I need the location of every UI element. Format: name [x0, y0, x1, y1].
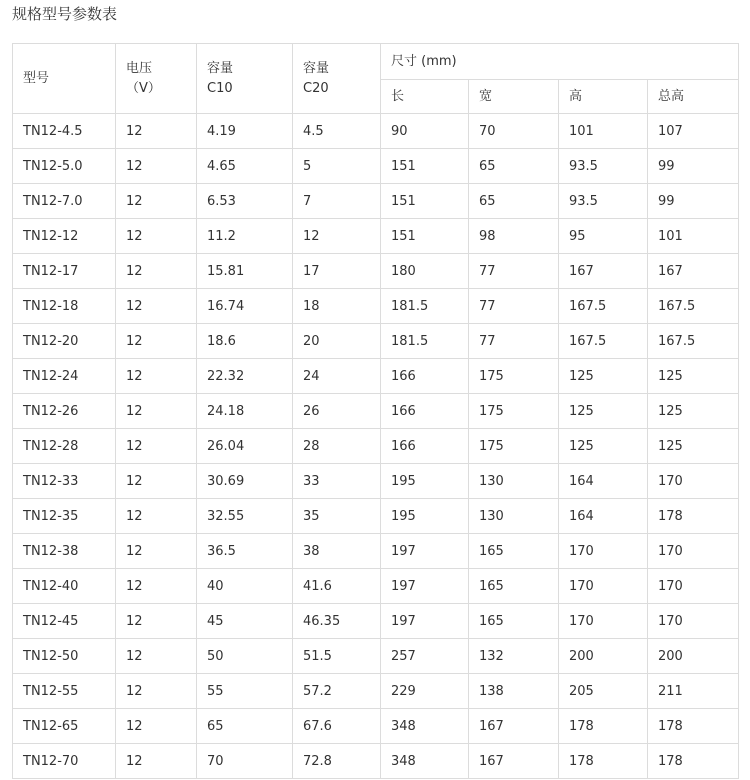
- cell-capacity-c10: 40: [197, 569, 293, 604]
- cell-height: 170: [559, 604, 648, 639]
- cell-capacity-c10: 22.32: [197, 359, 293, 394]
- cell-width: 132: [469, 639, 559, 674]
- cell-model: TN12-45: [13, 604, 116, 639]
- cell-model: TN12-24: [13, 359, 116, 394]
- cell-model: TN12-7.0: [13, 184, 116, 219]
- cell-height: 125: [559, 429, 648, 464]
- table-row: [13, 289, 739, 324]
- cell-capacity-c10: 50: [197, 639, 293, 674]
- cell-capacity-c10: 11.2: [197, 219, 293, 254]
- cell-capacity-c20: 28: [293, 429, 381, 464]
- table-row: [13, 184, 739, 219]
- header-length: 长: [381, 80, 469, 114]
- cell-width: 175: [469, 394, 559, 429]
- cell-height: 167: [559, 254, 648, 289]
- cell-width: 77: [469, 324, 559, 359]
- cell-width: 165: [469, 604, 559, 639]
- cell-height: 95: [559, 219, 648, 254]
- cell-voltage: 12: [116, 219, 197, 254]
- cell-height: 167.5: [559, 289, 648, 324]
- cell-total-height: 107: [648, 114, 739, 149]
- cell-length: 181.5: [381, 289, 469, 324]
- cell-width: 138: [469, 674, 559, 709]
- table-row: [13, 149, 739, 184]
- cell-capacity-c10: 30.69: [197, 464, 293, 499]
- table-row: [13, 639, 739, 674]
- cell-total-height: 125: [648, 394, 739, 429]
- header-capacity-c10: [197, 44, 293, 114]
- cell-voltage: 12: [116, 254, 197, 289]
- cell-voltage: 12: [116, 184, 197, 219]
- cell-width: 175: [469, 429, 559, 464]
- cell-voltage: 12: [116, 639, 197, 674]
- cell-capacity-c10: 18.6: [197, 324, 293, 359]
- cell-capacity-c20: 12: [293, 219, 381, 254]
- cell-capacity-c20: 33: [293, 464, 381, 499]
- cell-width: 130: [469, 499, 559, 534]
- table-row: [13, 744, 739, 779]
- cell-capacity-c20: 72.8: [293, 744, 381, 779]
- header-total-height: 总高: [648, 80, 739, 114]
- cell-voltage: 12: [116, 149, 197, 184]
- cell-total-height: 178: [648, 709, 739, 744]
- cell-model: TN12-4.5: [13, 114, 116, 149]
- header-c10-line1: 容量: [207, 60, 234, 76]
- cell-model: TN12-50: [13, 639, 116, 674]
- spec-table: [12, 43, 739, 779]
- table-row: [13, 604, 739, 639]
- cell-length: 348: [381, 709, 469, 744]
- cell-width: 167: [469, 744, 559, 779]
- cell-model: TN12-17: [13, 254, 116, 289]
- header-size: 尺寸 (mm): [381, 44, 739, 80]
- cell-height: 164: [559, 499, 648, 534]
- table-row: [13, 499, 739, 534]
- cell-model: TN12-55: [13, 674, 116, 709]
- header-height: 高: [559, 80, 648, 114]
- cell-height: 164: [559, 464, 648, 499]
- cell-capacity-c10: 16.74: [197, 289, 293, 324]
- header-capacity-c20: [293, 44, 381, 114]
- cell-voltage: 12: [116, 394, 197, 429]
- cell-length: 197: [381, 604, 469, 639]
- cell-total-height: 167.5: [648, 324, 739, 359]
- header-voltage-line2: （V）: [126, 80, 161, 96]
- cell-length: 229: [381, 674, 469, 709]
- cell-capacity-c20: 51.5: [293, 639, 381, 674]
- table-row: [13, 394, 739, 429]
- cell-model: TN12-18: [13, 289, 116, 324]
- cell-capacity-c10: 4.65: [197, 149, 293, 184]
- cell-width: 167: [469, 709, 559, 744]
- cell-height: 167.5: [559, 324, 648, 359]
- cell-voltage: 12: [116, 114, 197, 149]
- cell-length: 180: [381, 254, 469, 289]
- cell-length: 181.5: [381, 324, 469, 359]
- cell-capacity-c20: 57.2: [293, 674, 381, 709]
- header-c10-line2: C10: [207, 80, 233, 96]
- cell-capacity-c10: 4.19: [197, 114, 293, 149]
- cell-model: TN12-5.0: [13, 149, 116, 184]
- cell-capacity-c20: 5: [293, 149, 381, 184]
- cell-voltage: 12: [116, 534, 197, 569]
- cell-total-height: 170: [648, 534, 739, 569]
- cell-capacity-c20: 17: [293, 254, 381, 289]
- header-voltage-line1: 电压: [126, 60, 153, 76]
- cell-model: TN12-65: [13, 709, 116, 744]
- cell-model: TN12-40: [13, 569, 116, 604]
- cell-length: 257: [381, 639, 469, 674]
- cell-total-height: 125: [648, 429, 739, 464]
- cell-height: 101: [559, 114, 648, 149]
- cell-capacity-c10: 6.53: [197, 184, 293, 219]
- cell-model: TN12-35: [13, 499, 116, 534]
- cell-capacity-c10: 36.5: [197, 534, 293, 569]
- cell-height: 93.5: [559, 184, 648, 219]
- cell-capacity-c10: 15.81: [197, 254, 293, 289]
- cell-length: 166: [381, 394, 469, 429]
- cell-voltage: 12: [116, 324, 197, 359]
- cell-voltage: 12: [116, 604, 197, 639]
- cell-total-height: 170: [648, 604, 739, 639]
- cell-length: 151: [381, 184, 469, 219]
- cell-voltage: 12: [116, 464, 197, 499]
- header-width: 宽: [469, 80, 559, 114]
- cell-capacity-c20: 24: [293, 359, 381, 394]
- cell-width: 65: [469, 149, 559, 184]
- cell-capacity-c20: 7: [293, 184, 381, 219]
- cell-total-height: 101: [648, 219, 739, 254]
- cell-voltage: 12: [116, 289, 197, 324]
- cell-length: 166: [381, 429, 469, 464]
- cell-model: TN12-28: [13, 429, 116, 464]
- cell-capacity-c20: 38: [293, 534, 381, 569]
- cell-width: 165: [469, 534, 559, 569]
- cell-width: 130: [469, 464, 559, 499]
- cell-length: 151: [381, 219, 469, 254]
- cell-width: 77: [469, 289, 559, 324]
- cell-model: TN12-70: [13, 744, 116, 779]
- table-row: [13, 114, 739, 149]
- cell-total-height: 178: [648, 499, 739, 534]
- cell-width: 65: [469, 184, 559, 219]
- cell-capacity-c20: 46.35: [293, 604, 381, 639]
- cell-height: 170: [559, 534, 648, 569]
- cell-capacity-c10: 70: [197, 744, 293, 779]
- cell-total-height: 99: [648, 184, 739, 219]
- cell-voltage: 12: [116, 359, 197, 394]
- cell-length: 166: [381, 359, 469, 394]
- cell-height: 200: [559, 639, 648, 674]
- cell-length: 195: [381, 499, 469, 534]
- cell-height: 178: [559, 744, 648, 779]
- cell-voltage: 12: [116, 674, 197, 709]
- cell-total-height: 170: [648, 569, 739, 604]
- cell-width: 70: [469, 114, 559, 149]
- header-c20-line2: C20: [303, 80, 329, 96]
- cell-total-height: 178: [648, 744, 739, 779]
- page-title: 规格型号参数表: [12, 5, 118, 23]
- cell-length: 90: [381, 114, 469, 149]
- cell-model: TN12-12: [13, 219, 116, 254]
- cell-total-height: 99: [648, 149, 739, 184]
- cell-voltage: 12: [116, 709, 197, 744]
- cell-total-height: 211: [648, 674, 739, 709]
- cell-length: 195: [381, 464, 469, 499]
- table-row: [13, 674, 739, 709]
- table-row: [13, 219, 739, 254]
- table-row: [13, 254, 739, 289]
- cell-model: TN12-26: [13, 394, 116, 429]
- cell-capacity-c10: 45: [197, 604, 293, 639]
- header-voltage: [116, 44, 197, 114]
- cell-capacity-c20: 18: [293, 289, 381, 324]
- cell-voltage: 12: [116, 569, 197, 604]
- cell-capacity-c10: 55: [197, 674, 293, 709]
- cell-total-height: 167.5: [648, 289, 739, 324]
- cell-capacity-c10: 24.18: [197, 394, 293, 429]
- cell-capacity-c10: 65: [197, 709, 293, 744]
- cell-height: 205: [559, 674, 648, 709]
- cell-capacity-c20: 20: [293, 324, 381, 359]
- header-c20-line1: 容量: [303, 60, 330, 76]
- cell-voltage: 12: [116, 499, 197, 534]
- table-row: [13, 534, 739, 569]
- cell-total-height: 167: [648, 254, 739, 289]
- table-row: [13, 569, 739, 604]
- table-row: [13, 324, 739, 359]
- table-row: [13, 429, 739, 464]
- table-body: [13, 114, 739, 779]
- cell-length: 348: [381, 744, 469, 779]
- cell-model: TN12-20: [13, 324, 116, 359]
- cell-model: TN12-38: [13, 534, 116, 569]
- cell-capacity-c20: 41.6: [293, 569, 381, 604]
- header-model: 型号: [13, 44, 116, 114]
- cell-capacity-c20: 26: [293, 394, 381, 429]
- cell-height: 125: [559, 394, 648, 429]
- cell-total-height: 170: [648, 464, 739, 499]
- cell-voltage: 12: [116, 744, 197, 779]
- cell-total-height: 125: [648, 359, 739, 394]
- cell-width: 165: [469, 569, 559, 604]
- cell-width: 98: [469, 219, 559, 254]
- cell-model: TN12-33: [13, 464, 116, 499]
- cell-width: 175: [469, 359, 559, 394]
- cell-capacity-c20: 67.6: [293, 709, 381, 744]
- cell-height: 178: [559, 709, 648, 744]
- cell-height: 170: [559, 569, 648, 604]
- table-row: [13, 709, 739, 744]
- table-row: [13, 464, 739, 499]
- cell-height: 93.5: [559, 149, 648, 184]
- cell-capacity-c20: 4.5: [293, 114, 381, 149]
- cell-length: 197: [381, 569, 469, 604]
- cell-capacity-c10: 26.04: [197, 429, 293, 464]
- cell-length: 197: [381, 534, 469, 569]
- cell-capacity-c10: 32.55: [197, 499, 293, 534]
- cell-total-height: 200: [648, 639, 739, 674]
- cell-capacity-c20: 35: [293, 499, 381, 534]
- table-row: [13, 359, 739, 394]
- cell-height: 125: [559, 359, 648, 394]
- cell-length: 151: [381, 149, 469, 184]
- cell-voltage: 12: [116, 429, 197, 464]
- cell-width: 77: [469, 254, 559, 289]
